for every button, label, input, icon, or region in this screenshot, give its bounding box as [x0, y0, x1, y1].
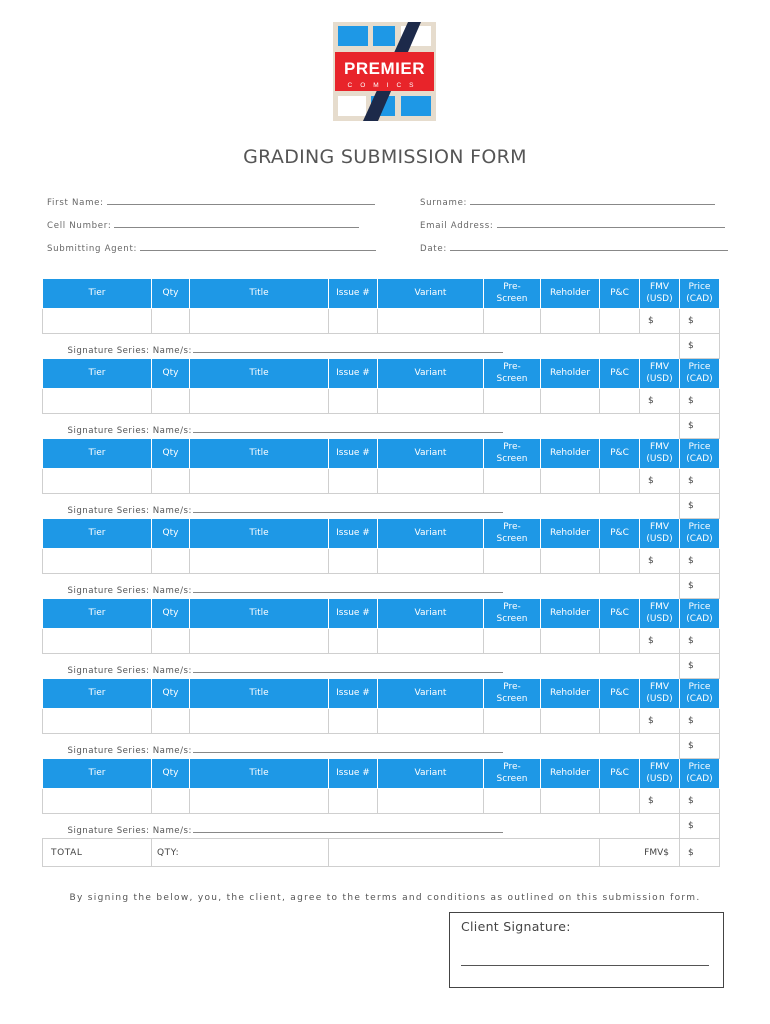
- header-issue-number: Issue #: [329, 599, 378, 629]
- entry-tier-cell[interactable]: [43, 389, 152, 414]
- entry-qty-cell[interactable]: [152, 469, 190, 494]
- entry-pc-cell[interactable]: [600, 709, 640, 734]
- signature-price-cell[interactable]: $: [680, 574, 720, 599]
- signature-series-label: Signature Series: Name/s:: [67, 506, 192, 516]
- entry-issue-number-cell[interactable]: [329, 789, 378, 814]
- agreement-text: By signing the below, you, the client, agree to the terms and conditions as outlined on this submission form.: [69, 893, 701, 903]
- header-variant: Variant: [378, 679, 484, 709]
- submitting-agent-field[interactable]: [47, 242, 376, 254]
- entry-variant-cell[interactable]: [378, 389, 484, 414]
- entry-reholder-cell[interactable]: [541, 789, 600, 814]
- entry-variant-cell[interactable]: [378, 789, 484, 814]
- client-signature-box[interactable]: [449, 912, 724, 988]
- entry-tier-cell[interactable]: [43, 309, 152, 334]
- entry-reholder-cell[interactable]: [541, 629, 600, 654]
- signature-price-cell[interactable]: $: [680, 414, 720, 439]
- header-issue-number: Issue #: [329, 519, 378, 549]
- submitting-agent-label: Submitting Agent:: [47, 244, 138, 254]
- header-issue-number: Issue #: [329, 759, 378, 789]
- header-pc: P&C: [600, 759, 640, 789]
- entry-reholder-cell[interactable]: [541, 309, 600, 334]
- signature-series-field[interactable]: [43, 574, 680, 599]
- header-qty: Qty: [152, 519, 190, 549]
- header-fmv-usd: FMV (USD): [640, 279, 680, 309]
- signature-series-field[interactable]: [43, 734, 680, 759]
- header-pre-screen: Pre- Screen: [484, 679, 541, 709]
- total-label: TOTAL: [43, 839, 152, 867]
- entry-issue-number-cell[interactable]: [329, 709, 378, 734]
- client-signature-line[interactable]: [461, 965, 709, 966]
- signature-price-cell[interactable]: $: [680, 814, 720, 839]
- signature-series-label: Signature Series: Name/s:: [67, 666, 192, 676]
- form-title: GRADING SUBMISSION FORM: [243, 146, 527, 168]
- entry-price-cell[interactable]: $: [680, 709, 720, 734]
- first-name-field[interactable]: [47, 196, 375, 208]
- entry-pc-cell[interactable]: [600, 789, 640, 814]
- entry-pre-screen-cell[interactable]: [484, 549, 541, 574]
- header-issue-number: Issue #: [329, 679, 378, 709]
- signature-series-row: [43, 814, 720, 839]
- header-title: Title: [190, 599, 329, 629]
- header-price-cad: Price (CAD): [680, 759, 720, 789]
- entry-fmv-cell[interactable]: $: [640, 709, 680, 734]
- entry-pc-cell[interactable]: [600, 309, 640, 334]
- signature-series-label: Signature Series: Name/s:: [67, 746, 192, 756]
- header-pc: P&C: [600, 439, 640, 469]
- entry-variant-cell[interactable]: [378, 309, 484, 334]
- entry-title-cell[interactable]: [190, 629, 329, 654]
- header-tier: Tier: [43, 279, 152, 309]
- header-price-cad: Price (CAD): [680, 439, 720, 469]
- header-qty: Qty: [152, 599, 190, 629]
- entry-title-cell[interactable]: [190, 389, 329, 414]
- date-field[interactable]: [420, 242, 728, 254]
- svg-text:COMICS: COMICS: [347, 82, 422, 89]
- header-title: Title: [190, 519, 329, 549]
- entry-title-cell[interactable]: [190, 709, 329, 734]
- entry-tier-cell[interactable]: [43, 469, 152, 494]
- entry-reholder-cell[interactable]: [541, 389, 600, 414]
- entry-pc-cell[interactable]: [600, 389, 640, 414]
- header-price-cad: Price (CAD): [680, 519, 720, 549]
- header-row: [43, 519, 720, 549]
- entry-row: [43, 389, 720, 414]
- entry-fmv-cell[interactable]: $: [640, 549, 680, 574]
- header-title: Title: [190, 679, 329, 709]
- header-pre-screen: Pre- Screen: [484, 279, 541, 309]
- signature-series-row: [43, 734, 720, 759]
- header-pre-screen: Pre- Screen: [484, 439, 541, 469]
- entry-tier-cell[interactable]: [43, 709, 152, 734]
- total-fmv-label: FMV$: [600, 839, 680, 867]
- surname-field[interactable]: [420, 196, 715, 208]
- entry-row: [43, 629, 720, 654]
- header-price-cad: Price (CAD): [680, 359, 720, 389]
- header-variant: Variant: [378, 519, 484, 549]
- header-title: Title: [190, 359, 329, 389]
- signature-series-field[interactable]: [43, 814, 680, 839]
- header-fmv-usd: FMV (USD): [640, 599, 680, 629]
- header-reholder: Reholder: [541, 519, 600, 549]
- first-name-label: First Name:: [47, 198, 104, 208]
- header-issue-number: Issue #: [329, 279, 378, 309]
- header-reholder: Reholder: [541, 759, 600, 789]
- entry-variant-cell[interactable]: [378, 469, 484, 494]
- signature-price-cell[interactable]: $: [680, 654, 720, 679]
- entry-price-cell[interactable]: $: [680, 629, 720, 654]
- date-label: Date:: [420, 244, 447, 254]
- entry-price-cell[interactable]: $: [680, 789, 720, 814]
- header-reholder: Reholder: [541, 439, 600, 469]
- header-pre-screen: Pre- Screen: [484, 359, 541, 389]
- entry-title-cell[interactable]: [190, 469, 329, 494]
- header-price-cad: Price (CAD): [680, 599, 720, 629]
- header-tier: Tier: [43, 519, 152, 549]
- submission-table: [42, 278, 720, 867]
- entry-row: [43, 709, 720, 734]
- header-pre-screen: Pre- Screen: [484, 759, 541, 789]
- header-fmv-usd: FMV (USD): [640, 679, 680, 709]
- entry-tier-cell[interactable]: [43, 629, 152, 654]
- entry-reholder-cell[interactable]: [541, 709, 600, 734]
- header-fmv-usd: FMV (USD): [640, 359, 680, 389]
- signature-series-label: Signature Series: Name/s:: [67, 346, 192, 356]
- header-row: [43, 679, 720, 709]
- email-label: Email Address:: [420, 221, 494, 231]
- header-title: Title: [190, 279, 329, 309]
- header-pc: P&C: [600, 359, 640, 389]
- header-row: [43, 359, 720, 389]
- signature-series-row: [43, 654, 720, 679]
- entry-fmv-cell[interactable]: $: [640, 789, 680, 814]
- header-variant: Variant: [378, 439, 484, 469]
- header-row: [43, 439, 720, 469]
- signature-series-field[interactable]: [43, 654, 680, 679]
- header-row: [43, 599, 720, 629]
- header-tier: Tier: [43, 759, 152, 789]
- header-tier: Tier: [43, 359, 152, 389]
- signature-series-row: [43, 334, 720, 359]
- header-pc: P&C: [600, 519, 640, 549]
- header-tier: Tier: [43, 439, 152, 469]
- entry-price-cell[interactable]: $: [680, 469, 720, 494]
- entry-price-cell[interactable]: $: [680, 549, 720, 574]
- signature-price-cell[interactable]: $: [680, 494, 720, 519]
- svg-text:PREMIER: PREMIER: [344, 59, 425, 78]
- signature-price-cell[interactable]: $: [680, 734, 720, 759]
- entry-tier-cell[interactable]: [43, 789, 152, 814]
- signature-price-cell[interactable]: $: [680, 334, 720, 359]
- total-row: [43, 839, 720, 867]
- entry-variant-cell[interactable]: [378, 549, 484, 574]
- entry-row: [43, 789, 720, 814]
- entry-title-cell[interactable]: [190, 309, 329, 334]
- header-tier: Tier: [43, 679, 152, 709]
- header-price-cad: Price (CAD): [680, 279, 720, 309]
- header-title: Title: [190, 439, 329, 469]
- entry-fmv-cell[interactable]: $: [640, 629, 680, 654]
- entry-price-cell[interactable]: $: [680, 389, 720, 414]
- header-variant: Variant: [378, 279, 484, 309]
- entry-qty-cell[interactable]: [152, 389, 190, 414]
- header-qty: Qty: [152, 759, 190, 789]
- header-variant: Variant: [378, 599, 484, 629]
- entry-qty-cell[interactable]: [152, 309, 190, 334]
- signature-series-field[interactable]: [43, 334, 680, 359]
- entry-row: [43, 549, 720, 574]
- header-variant: Variant: [378, 759, 484, 789]
- cell-number-field[interactable]: [47, 219, 359, 231]
- signature-series-field[interactable]: [43, 414, 680, 439]
- header-fmv-usd: FMV (USD): [640, 519, 680, 549]
- signature-series-row: [43, 414, 720, 439]
- header-pre-screen: Pre- Screen: [484, 599, 541, 629]
- entry-pc-cell[interactable]: [600, 469, 640, 494]
- header-qty: Qty: [152, 679, 190, 709]
- entry-qty-cell[interactable]: [152, 709, 190, 734]
- header-title: Title: [190, 759, 329, 789]
- header-pc: P&C: [600, 679, 640, 709]
- header-pc: P&C: [600, 599, 640, 629]
- header-fmv-usd: FMV (USD): [640, 439, 680, 469]
- entry-variant-cell[interactable]: [378, 709, 484, 734]
- header-variant: Variant: [378, 359, 484, 389]
- total-blank-cell: [329, 839, 600, 867]
- entry-pre-screen-cell[interactable]: [484, 469, 541, 494]
- header-issue-number: Issue #: [329, 359, 378, 389]
- signature-series-row: [43, 494, 720, 519]
- entry-issue-number-cell[interactable]: [329, 629, 378, 654]
- entry-reholder-cell[interactable]: [541, 549, 600, 574]
- header-reholder: Reholder: [541, 359, 600, 389]
- entry-title-cell[interactable]: [190, 789, 329, 814]
- entry-pre-screen-cell[interactable]: [484, 709, 541, 734]
- entry-reholder-cell[interactable]: [541, 469, 600, 494]
- entry-issue-number-cell[interactable]: [329, 469, 378, 494]
- premier-comics-logo: [333, 22, 436, 121]
- header-pre-screen: Pre- Screen: [484, 519, 541, 549]
- entry-pc-cell[interactable]: [600, 549, 640, 574]
- signature-series-row: [43, 574, 720, 599]
- header-reholder: Reholder: [541, 679, 600, 709]
- header-issue-number: Issue #: [329, 439, 378, 469]
- entry-pre-screen-cell[interactable]: [484, 629, 541, 654]
- header-qty: Qty: [152, 279, 190, 309]
- entry-fmv-cell[interactable]: $: [640, 469, 680, 494]
- signature-series-label: Signature Series: Name/s:: [67, 426, 192, 436]
- header-reholder: Reholder: [541, 599, 600, 629]
- entry-issue-number-cell[interactable]: [329, 549, 378, 574]
- entry-price-cell[interactable]: $: [680, 309, 720, 334]
- surname-label: Surname:: [420, 198, 468, 208]
- entry-pre-screen-cell[interactable]: [484, 309, 541, 334]
- entry-title-cell[interactable]: [190, 549, 329, 574]
- client-signature-label: Client Signature:: [461, 919, 571, 934]
- entry-tier-cell[interactable]: [43, 549, 152, 574]
- header-pc: P&C: [600, 279, 640, 309]
- cell-number-label: Cell Number:: [47, 221, 112, 231]
- entry-fmv-cell[interactable]: $: [640, 389, 680, 414]
- entry-pc-cell[interactable]: [600, 629, 640, 654]
- entry-fmv-cell[interactable]: $: [640, 309, 680, 334]
- header-row: [43, 759, 720, 789]
- entry-row: [43, 309, 720, 334]
- entry-pre-screen-cell[interactable]: [484, 389, 541, 414]
- entry-qty-cell[interactable]: [152, 629, 190, 654]
- header-row: [43, 279, 720, 309]
- signature-series-label: Signature Series: Name/s:: [67, 586, 192, 596]
- total-qty-label: QTY:: [152, 839, 329, 867]
- header-qty: Qty: [152, 359, 190, 389]
- signature-series-field[interactable]: [43, 494, 680, 519]
- entry-variant-cell[interactable]: [378, 629, 484, 654]
- entry-pre-screen-cell[interactable]: [484, 789, 541, 814]
- header-qty: Qty: [152, 439, 190, 469]
- signature-series-label: Signature Series: Name/s:: [67, 826, 192, 836]
- header-tier: Tier: [43, 599, 152, 629]
- header-fmv-usd: FMV (USD): [640, 759, 680, 789]
- entry-issue-number-cell[interactable]: [329, 389, 378, 414]
- header-price-cad: Price (CAD): [680, 679, 720, 709]
- entry-qty-cell[interactable]: [152, 789, 190, 814]
- email-field[interactable]: [420, 219, 725, 231]
- header-reholder: Reholder: [541, 279, 600, 309]
- entry-row: [43, 469, 720, 494]
- entry-issue-number-cell[interactable]: [329, 309, 378, 334]
- total-price-cell[interactable]: $: [680, 839, 720, 867]
- entry-qty-cell[interactable]: [152, 549, 190, 574]
